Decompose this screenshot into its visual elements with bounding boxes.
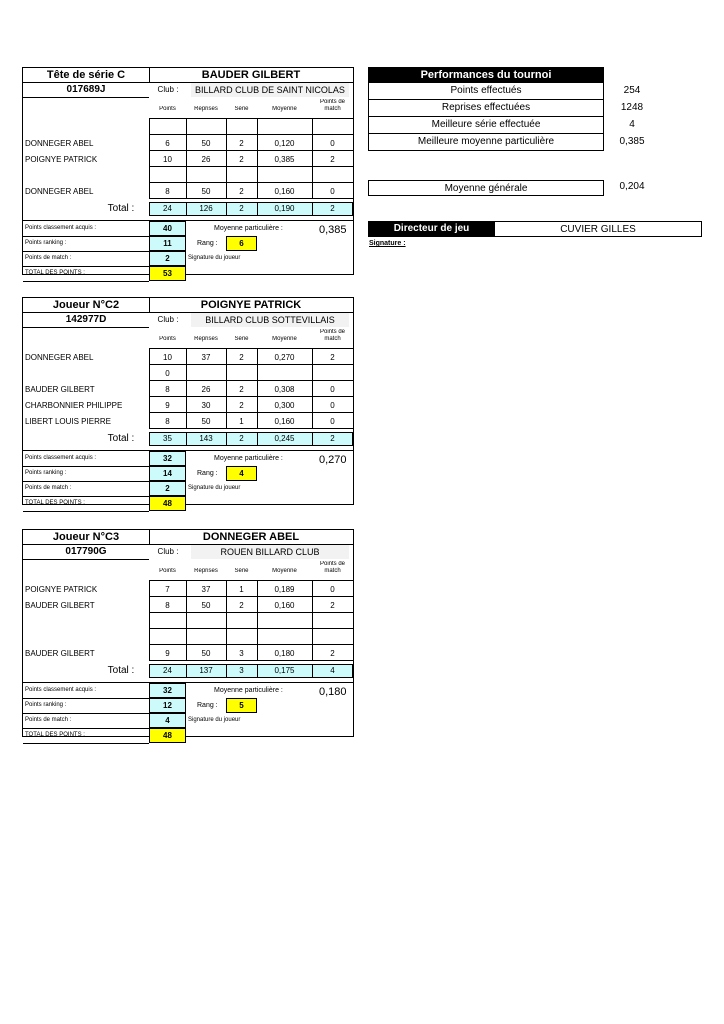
match-points: 7 — [165, 585, 170, 594]
opponent-name: BAUDER GILBERT — [25, 385, 95, 394]
match-pm — [312, 615, 353, 629]
match-moyenne — [257, 615, 312, 629]
points-match-value: 2 — [149, 481, 186, 496]
moyenne-generale-label: Moyenne générale — [444, 183, 528, 194]
player-sheet — [22, 297, 354, 508]
total-serie: 3 — [239, 666, 244, 675]
match-moyenne: 0,300 — [274, 401, 295, 410]
total-points-value: 48 — [149, 728, 186, 743]
match-serie — [226, 367, 257, 381]
match-reprises — [186, 631, 226, 645]
total-pm: 2 — [330, 434, 335, 443]
club-label: Club : — [157, 85, 179, 94]
match-moyenne: 0,180 — [274, 649, 295, 658]
moyenne-particuliere-value: 0,180 — [319, 686, 347, 698]
moyenne-particuliere-label: Moyenne particulière : — [214, 687, 283, 694]
moyenne-particuliere-label: Moyenne particulière : — [214, 225, 283, 232]
match-reprises: 30 — [201, 401, 211, 410]
total-pm: 2 — [330, 204, 335, 213]
match-moyenne: 0,160 — [274, 187, 295, 196]
performance-label: Meilleure série effectuée — [431, 119, 541, 130]
total-points: 24 — [163, 666, 172, 675]
total-moyenne: 0,245 — [274, 434, 295, 443]
match-serie: 2 — [239, 385, 244, 394]
match-moyenne: 0,270 — [274, 353, 295, 362]
moyenne-generale-value: 0,204 — [619, 181, 645, 192]
signature-joueur-label: Signature du joueur — [188, 717, 241, 723]
points-ranking-label: Points ranking : — [25, 702, 67, 708]
rang-value: 5 — [226, 698, 257, 713]
total-points-label: TOTAL DES POINTS : — [25, 500, 85, 506]
performance-label: Meilleure moyenne particulière — [417, 136, 555, 147]
match-moyenne: 0,385 — [274, 155, 295, 164]
match-reprises: 50 — [201, 187, 211, 196]
rang-value: 4 — [226, 466, 257, 481]
player-name: BAUDER GILBERT — [201, 69, 301, 81]
points-ranking-value: 12 — [149, 698, 186, 713]
points-classement-label: Points classement acquis : — [25, 455, 97, 461]
column-header: Série — [234, 568, 249, 574]
match-pm: 0 — [330, 385, 335, 394]
match-reprises — [186, 169, 226, 183]
points-classement-value: 40 — [149, 221, 186, 236]
points-match-value: 2 — [149, 251, 186, 266]
points-classement-value: 32 — [149, 683, 186, 698]
match-pm: 2 — [330, 155, 335, 164]
match-serie: 1 — [239, 417, 244, 426]
match-points — [149, 631, 186, 645]
points-classement-value: 32 — [149, 451, 186, 466]
match-reprises: 50 — [201, 649, 211, 658]
match-serie: 2 — [239, 353, 244, 362]
match-pm: 2 — [330, 601, 335, 610]
match-pm: 0 — [330, 401, 335, 410]
match-reprises: 26 — [201, 155, 211, 164]
club-name: ROUEN BILLARD CLUB — [191, 545, 349, 559]
total-label: Total : — [107, 665, 135, 676]
match-points — [149, 169, 186, 183]
total-reprises: 137 — [199, 666, 213, 675]
match-serie: 1 — [239, 585, 244, 594]
match-serie: 2 — [239, 401, 244, 410]
total-label: Total : — [107, 433, 135, 444]
opponent-name: BAUDER GILBERT — [25, 649, 95, 658]
signature-joueur-label: Signature du joueur — [188, 485, 241, 491]
performance-value: 254 — [623, 85, 641, 96]
match-moyenne — [257, 631, 312, 645]
column-header: Points — [159, 106, 176, 112]
total-points: 35 — [163, 434, 172, 443]
player-sheet — [22, 529, 354, 740]
club-name: BILLARD CLUB DE SAINT NICOLAS — [191, 83, 349, 97]
match-serie: 3 — [239, 649, 244, 658]
points-classement-label: Points classement acquis : — [25, 225, 97, 231]
total-reprises: 143 — [199, 434, 213, 443]
match-points: 10 — [163, 353, 172, 362]
player-sheet — [22, 67, 354, 278]
column-header: Série — [234, 336, 249, 342]
match-points: 6 — [165, 139, 170, 148]
total-serie: 2 — [239, 204, 244, 213]
performance-label: Points effectués — [450, 85, 522, 96]
performance-value: 4 — [629, 119, 635, 130]
column-header: Moyenne — [272, 336, 297, 342]
performance-value: 0,385 — [619, 136, 645, 147]
opponent-name: CHARBONNIER PHILIPPE — [25, 401, 123, 410]
moyenne-generale-box — [368, 180, 604, 196]
total-points-value: 48 — [149, 496, 186, 511]
total-points-label: TOTAL DES POINTS : — [25, 270, 85, 276]
column-header: Série — [234, 106, 249, 112]
match-points — [149, 615, 186, 629]
match-points: 0 — [165, 369, 170, 378]
match-pm: 2 — [330, 353, 335, 362]
match-serie: 2 — [239, 187, 244, 196]
performances-title: Performances du tournoi — [368, 67, 604, 83]
points-ranking-value: 11 — [149, 236, 186, 251]
points-match-label: Points de match : — [25, 717, 72, 723]
total-moyenne: 0,175 — [274, 666, 295, 675]
match-reprises: 37 — [201, 353, 211, 362]
opponent-name: DONNEGER ABEL — [25, 353, 94, 362]
match-moyenne: 0,189 — [274, 585, 295, 594]
player-name: DONNEGER ABEL — [202, 531, 300, 543]
column-header: Reprises — [194, 106, 218, 112]
match-reprises — [186, 615, 226, 629]
moyenne-particuliere-label: Moyenne particulière : — [214, 455, 283, 462]
match-pm: 0 — [330, 417, 335, 426]
match-pm — [312, 121, 353, 135]
match-reprises: 50 — [201, 139, 211, 148]
match-serie — [226, 121, 257, 135]
match-points: 9 — [165, 401, 170, 410]
total-moyenne: 0,190 — [274, 204, 295, 213]
column-header: Reprises — [194, 568, 218, 574]
points-ranking-label: Points ranking : — [25, 240, 67, 246]
player-title: Joueur N°C3 — [52, 531, 120, 543]
player-title: Tête de série C — [46, 69, 126, 81]
directeur-name: CUVIER GILLES — [494, 221, 702, 237]
points-ranking-label: Points ranking : — [25, 470, 67, 476]
rang-value: 6 — [226, 236, 257, 251]
match-pm — [312, 367, 353, 381]
signature-joueur-label: Signature du joueur — [188, 255, 241, 261]
match-serie: 2 — [239, 139, 244, 148]
rang-label: Rang : — [197, 702, 218, 709]
match-reprises — [186, 121, 226, 135]
match-pm: 0 — [330, 585, 335, 594]
match-moyenne: 0,308 — [274, 385, 295, 394]
match-reprises: 37 — [201, 585, 211, 594]
match-pm: 0 — [330, 187, 335, 196]
player-licence: 017790G — [65, 546, 107, 557]
performance-label: Reprises effectuées — [441, 102, 531, 113]
match-points: 8 — [165, 385, 170, 394]
column-header: Points de match — [319, 561, 346, 574]
opponent-name: POIGNYE PATRICK — [25, 155, 98, 164]
match-reprises: 26 — [201, 385, 211, 394]
player-name: POIGNYE PATRICK — [200, 299, 302, 311]
rang-label: Rang : — [197, 470, 218, 477]
column-header: Points de match — [319, 329, 346, 342]
column-header: Points — [159, 568, 176, 574]
match-serie — [226, 169, 257, 183]
club-name: BILLARD CLUB SOTTEVILLAIS — [191, 313, 349, 327]
player-licence: 142977D — [65, 314, 107, 325]
performance-row — [368, 100, 604, 117]
match-moyenne — [257, 169, 312, 183]
match-moyenne — [257, 367, 312, 381]
player-licence: 017689J — [66, 84, 106, 95]
total-serie: 2 — [239, 434, 244, 443]
column-header: Points — [159, 336, 176, 342]
match-moyenne: 0,160 — [274, 417, 295, 426]
performance-row — [368, 83, 604, 100]
column-header: Moyenne — [272, 106, 297, 112]
points-match-value: 4 — [149, 713, 186, 728]
performance-row — [368, 117, 604, 134]
match-pm — [312, 631, 353, 645]
match-points: 8 — [165, 601, 170, 610]
total-points: 24 — [163, 204, 172, 213]
points-match-label: Points de match : — [25, 485, 72, 491]
column-header: Points de match — [319, 99, 346, 112]
performance-value: 1248 — [620, 102, 644, 113]
club-label: Club : — [157, 315, 179, 324]
match-pm: 2 — [330, 649, 335, 658]
rang-label: Rang : — [197, 240, 218, 247]
match-serie: 2 — [239, 601, 244, 610]
match-reprises — [186, 367, 226, 381]
match-points: 10 — [163, 155, 172, 164]
performance-row — [368, 134, 604, 151]
match-reprises: 50 — [201, 601, 211, 610]
opponent-name: LIBERT LOUIS PIERRE — [25, 417, 111, 426]
total-points-label: TOTAL DES POINTS : — [25, 732, 85, 738]
match-points: 8 — [165, 417, 170, 426]
column-header: Moyenne — [272, 568, 297, 574]
match-moyenne: 0,120 — [274, 139, 295, 148]
match-reprises: 50 — [201, 417, 211, 426]
total-label: Total : — [107, 203, 135, 214]
column-header: Reprises — [194, 336, 218, 342]
total-pm: 4 — [330, 666, 335, 675]
directeur-label: Directeur de jeu — [368, 221, 495, 237]
moyenne-particuliere-value: 0,385 — [319, 224, 347, 236]
total-reprises: 126 — [199, 204, 213, 213]
total-points-value: 53 — [149, 266, 186, 281]
opponent-name: DONNEGER ABEL — [25, 187, 94, 196]
directeur-signature-label: Signature : — [369, 240, 406, 247]
match-serie — [226, 615, 257, 629]
player-title: Joueur N°C2 — [52, 299, 120, 311]
points-classement-label: Points classement acquis : — [25, 687, 97, 693]
moyenne-particuliere-value: 0,270 — [319, 454, 347, 466]
match-points — [149, 121, 186, 135]
opponent-name: POIGNYE PATRICK — [25, 585, 98, 594]
points-ranking-value: 14 — [149, 466, 186, 481]
club-label: Club : — [157, 547, 179, 556]
match-points: 8 — [165, 187, 170, 196]
opponent-name: DONNEGER ABEL — [25, 139, 94, 148]
opponent-name: BAUDER GILBERT — [25, 601, 95, 610]
match-moyenne — [257, 121, 312, 135]
match-pm: 0 — [330, 139, 335, 148]
points-match-label: Points de match : — [25, 255, 72, 261]
match-serie — [226, 631, 257, 645]
match-pm — [312, 169, 353, 183]
match-serie: 2 — [239, 155, 244, 164]
match-moyenne: 0,160 — [274, 601, 295, 610]
match-points: 9 — [165, 649, 170, 658]
